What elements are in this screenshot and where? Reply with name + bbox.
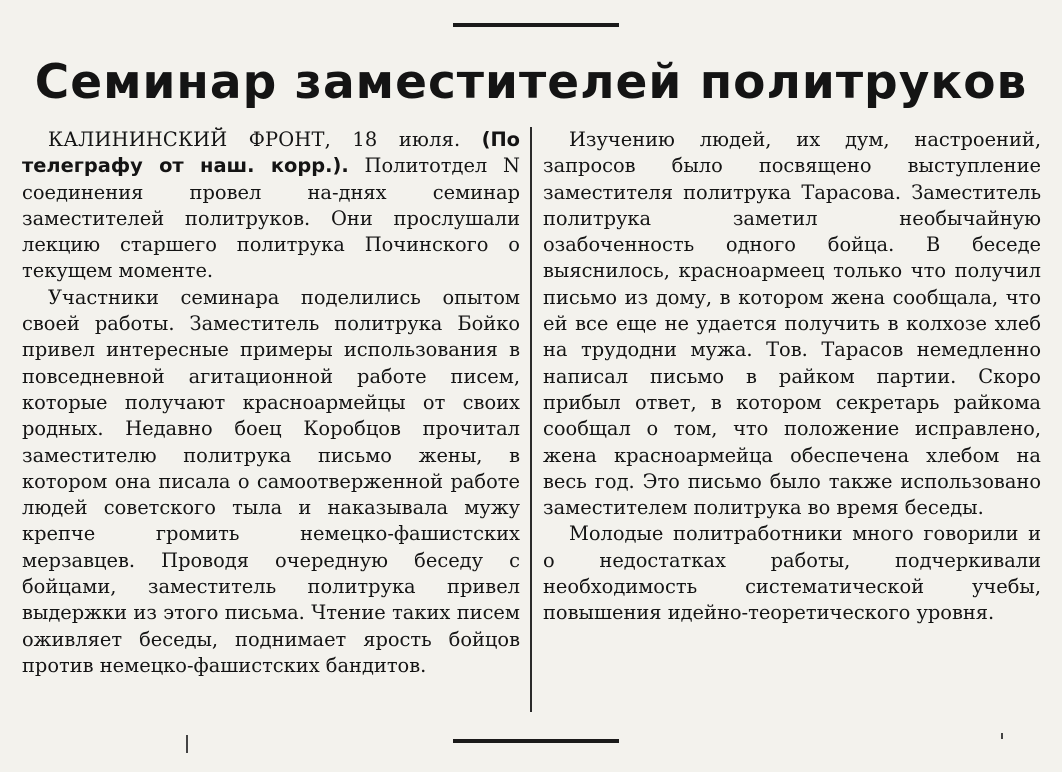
left-paragraph-1-text: Политотдел N соединения провел на-днях семинар заместителей политруков. Они прослушали лекцию старшего политрука Починского о текущем моменте.	[22, 154, 521, 283]
dateline: КАЛИНИНСКИЙ ФРОНТ, 18 июля.	[48, 128, 461, 151]
bottom-rule	[453, 739, 619, 743]
right-paragraph-2: Молодые политработники много говорили и о недостатках работы, подчеркивали необходимость систематической учебы, повышения идейно-теоретического уровня.	[543, 522, 1041, 625]
print-speck	[186, 735, 188, 753]
right-paragraph-1: Изучению людей, их дум, настроений, запросов было посвящено выступление заместителя политрука Тарасова. Заместитель политрука заметил необычайную озабоченность одного бойца. В беседе выяснилось, красноармеец только что получил письмо из дому, в котором жена сообщала, что ей все еще не удается получить в колхозе хлеб на трудодни мужа. Тов. Тарасов немедленно написал письмо в райком партии. Скоро прибыл ответ, в котором секретарь райкома сообщал о том, что положение исправлено, жена красноармейца обеспечена хлебом на весь год. Это письмо было также использовано заместителем политрука во время беседы.	[543, 128, 1041, 520]
article-headline: Семинар заместителей политруков	[34, 55, 1028, 110]
source-note: (По телеграфу от наш. корр.).	[22, 128, 520, 178]
left-column	[22, 127, 520, 679]
print-speck	[1001, 733, 1003, 739]
top-rule	[453, 23, 619, 27]
column-divider	[530, 127, 532, 712]
left-paragraph-1	[22, 127, 520, 285]
right-column	[543, 127, 1041, 627]
left-paragraph-2: Участники семинара поделились опытом своей работы. Заместитель политрука Бойко привел интересные примеры использования в повседневной агитационной работе писем, которые получают красноармейцы от своих родных. Недавно боец Коробцов прочитал заместителю политрука письмо жены, в котором она писала о самоотверженной работе людей советского тыла и наказывала мужу крепче громить немецко-фашистских мерзавцев. Проводя очередную беседу с бойцами, заместитель политрука привел выдержки из этого письма. Чтение таких писем оживляет беседы, поднимает ярость бойцов против немецко-фашистских бандитов.	[22, 285, 520, 677]
